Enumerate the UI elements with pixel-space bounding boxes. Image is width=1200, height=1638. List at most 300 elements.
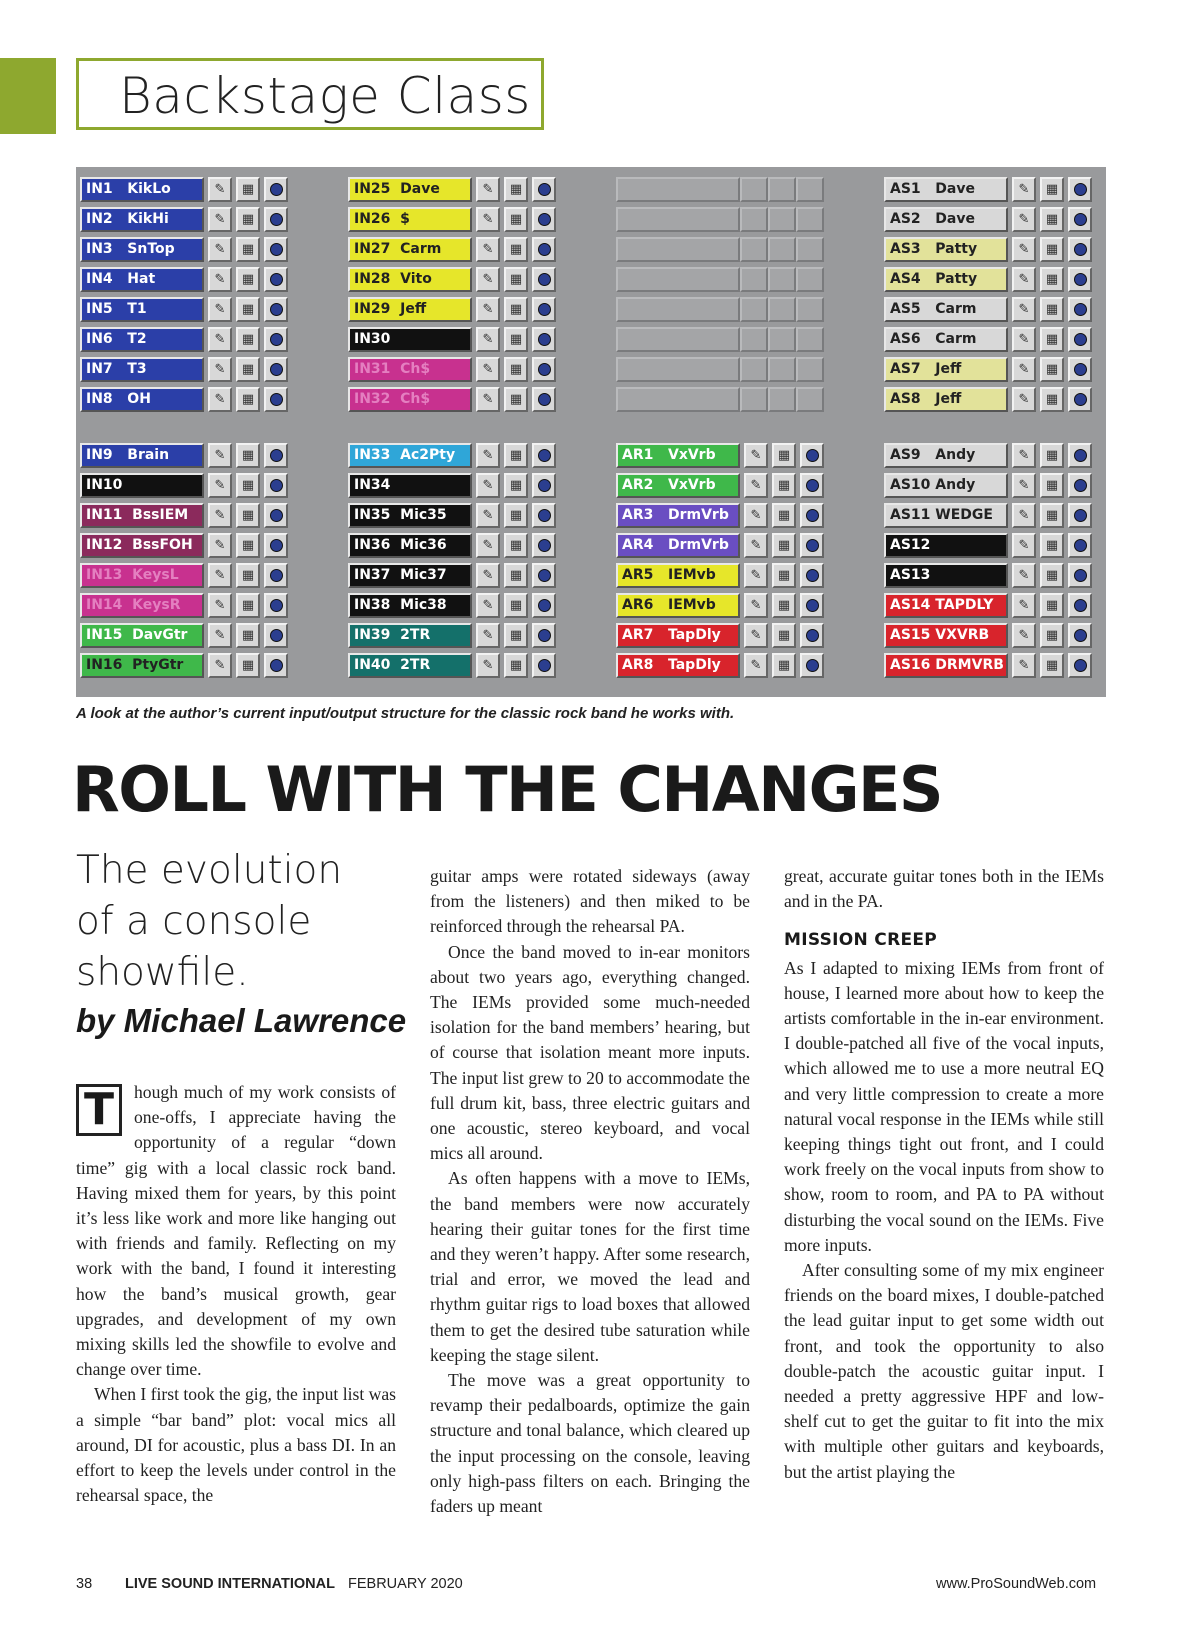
grid-icon[interactable]: ▦ [236, 653, 260, 678]
footer-issue-date: FEBRUARY 2020 [348, 1576, 463, 1592]
grid-icon[interactable]: ▦ [236, 533, 260, 558]
channel-name-button[interactable]: IN13 KeysL [80, 563, 204, 588]
pencil-icon[interactable]: ✎ [476, 357, 500, 382]
knob-icon[interactable] [1068, 207, 1092, 232]
channel-name-button[interactable]: IN26 $ [348, 207, 472, 232]
channel-name-button[interactable]: AR7 TapDly [616, 623, 740, 648]
channel-row [80, 623, 310, 650]
grid-icon[interactable]: ▦ [1040, 533, 1064, 558]
knob-dial [270, 539, 283, 552]
channel-name-button[interactable]: AS12 [884, 533, 1008, 558]
knob-dial [270, 213, 283, 226]
knob-dial [806, 599, 819, 612]
knob-dial [270, 659, 283, 672]
pencil-icon[interactable]: ✎ [208, 593, 232, 618]
knob-icon[interactable] [264, 503, 288, 528]
pencil-icon[interactable]: ✎ [476, 473, 500, 498]
pencil-icon[interactable]: ✎ [208, 473, 232, 498]
pencil-icon[interactable]: ✎ [1012, 563, 1036, 588]
pencil-icon[interactable]: ✎ [476, 503, 500, 528]
knob-dial [1074, 509, 1087, 522]
grid-icon[interactable]: ▦ [1040, 623, 1064, 648]
channel-name-button[interactable]: AS4 Patty [884, 267, 1008, 292]
pencil-icon[interactable]: ✎ [476, 563, 500, 588]
knob-icon[interactable] [532, 653, 556, 678]
knob-dial [806, 539, 819, 552]
pencil-icon[interactable]: ✎ [744, 563, 768, 588]
knob-dial [538, 273, 551, 286]
grid-icon[interactable]: ▦ [1040, 237, 1064, 262]
channel-name-button[interactable]: AS8 Jeff [884, 387, 1008, 412]
pencil-icon[interactable]: ✎ [476, 443, 500, 468]
knob-icon[interactable] [264, 533, 288, 558]
pencil-icon[interactable]: ✎ [1012, 653, 1036, 678]
pencil-icon[interactable]: ✎ [1012, 443, 1036, 468]
channel-row [616, 623, 846, 650]
knob-dial [538, 303, 551, 316]
grid-icon[interactable]: ▦ [504, 533, 528, 558]
pencil-icon[interactable]: ✎ [1012, 207, 1036, 232]
channel-name-button[interactable]: IN32 Ch$ [348, 387, 472, 412]
pencil-icon[interactable]: ✎ [208, 207, 232, 232]
channel-row [616, 503, 846, 530]
grid-icon[interactable]: ▦ [236, 267, 260, 292]
empty-channel-slot [616, 297, 740, 322]
grid-icon[interactable]: ▦ [1040, 267, 1064, 292]
pencil-icon[interactable]: ✎ [1012, 593, 1036, 618]
grid-icon[interactable]: ▦ [504, 357, 528, 382]
channel-name-button[interactable]: AR3 DrmVrb [616, 503, 740, 528]
grid-icon[interactable]: ▦ [1040, 503, 1064, 528]
knob-icon[interactable] [264, 623, 288, 648]
channel-name-button[interactable]: IN33 Ac2Pty [348, 443, 472, 468]
channel-name-button[interactable]: IN9 Brain [80, 443, 204, 468]
empty-channel-slot [768, 297, 796, 322]
knob-dial [806, 659, 819, 672]
pencil-icon[interactable]: ✎ [1012, 357, 1036, 382]
knob-icon[interactable] [532, 357, 556, 382]
drop-cap: T [76, 1084, 122, 1136]
knob-icon[interactable] [532, 177, 556, 202]
knob-dial [1074, 303, 1087, 316]
channel-row [80, 443, 310, 470]
pencil-icon[interactable]: ✎ [1012, 387, 1036, 412]
grid-icon[interactable]: ▦ [236, 387, 260, 412]
knob-icon[interactable] [532, 593, 556, 618]
channel-row [884, 443, 1114, 470]
knob-icon[interactable] [532, 563, 556, 588]
knob-dial [806, 629, 819, 642]
pencil-icon[interactable]: ✎ [208, 177, 232, 202]
channel-name-button[interactable]: IN39 2TR [348, 623, 472, 648]
channel-name-button[interactable]: IN7 T3 [80, 357, 204, 382]
channel-name-button[interactable]: IN27 Carm [348, 237, 472, 262]
knob-icon[interactable] [264, 387, 288, 412]
knob-dial [1074, 659, 1087, 672]
pencil-icon[interactable]: ✎ [476, 177, 500, 202]
channel-name-button[interactable]: AS1 Dave [884, 177, 1008, 202]
pencil-icon[interactable]: ✎ [1012, 327, 1036, 352]
knob-icon[interactable] [800, 443, 824, 468]
knob-icon[interactable] [800, 623, 824, 648]
grid-icon[interactable]: ▦ [1040, 473, 1064, 498]
knob-icon[interactable] [264, 563, 288, 588]
knob-dial [538, 539, 551, 552]
pencil-icon[interactable]: ✎ [476, 297, 500, 322]
knob-dial [270, 629, 283, 642]
empty-channel-slot [616, 207, 740, 232]
grid-icon[interactable]: ▦ [772, 503, 796, 528]
grid-icon[interactable]: ▦ [1040, 357, 1064, 382]
channel-name-button[interactable]: AS5 Carm [884, 297, 1008, 322]
knob-icon[interactable] [264, 653, 288, 678]
channel-row [348, 563, 578, 590]
grid-icon[interactable]: ▦ [504, 593, 528, 618]
channel-name-button[interactable]: AS11 WEDGE [884, 503, 1008, 528]
knob-dial [1074, 569, 1087, 582]
knob-icon[interactable] [532, 503, 556, 528]
pencil-icon[interactable]: ✎ [476, 623, 500, 648]
channel-name-button[interactable]: IN11 BssIEM [80, 503, 204, 528]
knob-icon[interactable] [264, 297, 288, 322]
knob-icon[interactable] [1068, 177, 1092, 202]
grid-icon[interactable]: ▦ [1040, 387, 1064, 412]
grid-icon[interactable]: ▦ [1040, 297, 1064, 322]
channel-block [616, 177, 846, 417]
channel-name-button[interactable]: IN38 Mic38 [348, 593, 472, 618]
pencil-icon[interactable]: ✎ [476, 653, 500, 678]
pencil-icon[interactable]: ✎ [1012, 297, 1036, 322]
grid-icon[interactable]: ▦ [504, 327, 528, 352]
pencil-icon[interactable]: ✎ [476, 533, 500, 558]
pencil-icon[interactable]: ✎ [208, 237, 232, 262]
pencil-icon[interactable]: ✎ [744, 623, 768, 648]
grid-icon[interactable]: ▦ [504, 653, 528, 678]
knob-icon[interactable] [1068, 533, 1092, 558]
knob-dial [270, 509, 283, 522]
knob-dial [1074, 183, 1087, 196]
footer-magazine-name: LIVE SOUND INTERNATIONAL [125, 1576, 335, 1592]
pencil-icon[interactable]: ✎ [1012, 623, 1036, 648]
grid-icon[interactable]: ▦ [1040, 563, 1064, 588]
grid-icon[interactable]: ▦ [236, 177, 260, 202]
channel-name-button[interactable]: AR6 IEMvb [616, 593, 740, 618]
channel-row [884, 563, 1114, 590]
channel-row [348, 533, 578, 560]
knob-icon[interactable] [264, 473, 288, 498]
grid-icon[interactable]: ▦ [1040, 177, 1064, 202]
knob-icon[interactable] [1068, 267, 1092, 292]
pencil-icon[interactable]: ✎ [476, 593, 500, 618]
grid-icon[interactable]: ▦ [772, 623, 796, 648]
section-accent-bar [0, 58, 56, 134]
grid-icon[interactable]: ▦ [504, 237, 528, 262]
grid-icon[interactable]: ▦ [504, 473, 528, 498]
channel-name-button[interactable]: IN16 PtyGtr [80, 653, 204, 678]
channel-name-button[interactable]: IN12 BssFOH [80, 533, 204, 558]
empty-channel-slot [740, 357, 768, 382]
grid-icon[interactable]: ▦ [772, 473, 796, 498]
knob-dial [806, 569, 819, 582]
grid-icon[interactable]: ▦ [236, 357, 260, 382]
knob-icon[interactable] [1068, 357, 1092, 382]
knob-icon[interactable] [532, 207, 556, 232]
channel-name-button[interactable]: AR2 VxVrb [616, 473, 740, 498]
channel-name-button[interactable]: AR5 IEMvb [616, 563, 740, 588]
knob-icon[interactable] [1068, 297, 1092, 322]
channel-name-button[interactable]: AS7 Jeff [884, 357, 1008, 382]
pencil-icon[interactable]: ✎ [744, 443, 768, 468]
pencil-icon[interactable]: ✎ [744, 533, 768, 558]
grid-icon[interactable]: ▦ [772, 653, 796, 678]
grid-icon[interactable]: ▦ [504, 503, 528, 528]
pencil-icon[interactable]: ✎ [1012, 267, 1036, 292]
grid-icon[interactable]: ▦ [504, 443, 528, 468]
knob-icon[interactable] [800, 593, 824, 618]
channel-block [616, 443, 846, 683]
channel-name-button[interactable]: AS10 Andy [884, 473, 1008, 498]
pencil-icon[interactable]: ✎ [208, 443, 232, 468]
pencil-icon[interactable]: ✎ [208, 503, 232, 528]
knob-dial [270, 393, 283, 406]
knob-icon[interactable] [800, 473, 824, 498]
knob-icon[interactable] [800, 653, 824, 678]
knob-icon[interactable] [800, 563, 824, 588]
knob-dial [270, 303, 283, 316]
channel-row [80, 357, 310, 384]
channel-name-button[interactable]: IN4 Hat [80, 267, 204, 292]
knob-dial [538, 333, 551, 346]
pencil-icon[interactable]: ✎ [208, 623, 232, 648]
knob-icon[interactable] [1068, 653, 1092, 678]
channel-row [884, 653, 1114, 680]
channel-name-button[interactable]: IN40 2TR [348, 653, 472, 678]
pencil-icon[interactable]: ✎ [208, 387, 232, 412]
knob-icon[interactable] [264, 593, 288, 618]
channel-row [616, 593, 846, 620]
channel-name-button[interactable]: AR4 DrmVrb [616, 533, 740, 558]
knob-dial [1074, 243, 1087, 256]
grid-icon[interactable]: ▦ [772, 443, 796, 468]
channel-row [616, 533, 846, 560]
channel-row [616, 653, 846, 680]
channel-name-button[interactable]: IN3 SnTop [80, 237, 204, 262]
knob-dial [806, 509, 819, 522]
pencil-icon[interactable]: ✎ [208, 327, 232, 352]
grid-icon[interactable]: ▦ [772, 563, 796, 588]
grid-icon[interactable]: ▦ [236, 297, 260, 322]
pencil-icon[interactable]: ✎ [1012, 237, 1036, 262]
knob-icon[interactable] [264, 267, 288, 292]
pencil-icon[interactable]: ✎ [476, 237, 500, 262]
article-column-2 [430, 864, 750, 1519]
channel-row [80, 653, 310, 680]
section-subhead: MISSION CREEP [784, 930, 938, 951]
knob-icon[interactable] [1068, 387, 1092, 412]
channel-name-button[interactable]: AR1 VxVrb [616, 443, 740, 468]
channel-name-button[interactable]: IN10 [80, 473, 204, 498]
channel-name-button[interactable]: AS16 DRMVRB [884, 653, 1008, 678]
pencil-icon[interactable]: ✎ [476, 327, 500, 352]
knob-icon[interactable] [532, 327, 556, 352]
channel-name-button[interactable]: IN34 [348, 473, 472, 498]
channel-name-button[interactable]: IN15 DavGtr [80, 623, 204, 648]
channel-row [80, 207, 310, 234]
channel-name-button[interactable]: IN6 T2 [80, 327, 204, 352]
grid-icon[interactable]: ▦ [504, 177, 528, 202]
channel-name-button[interactable]: IN31 Ch$ [348, 357, 472, 382]
knob-icon[interactable] [1068, 623, 1092, 648]
channel-name-button[interactable]: AS15 VXVRB [884, 623, 1008, 648]
knob-icon[interactable] [264, 207, 288, 232]
channel-row [348, 177, 578, 204]
knob-icon[interactable] [800, 533, 824, 558]
channel-name-button[interactable]: AR8 TapDly [616, 653, 740, 678]
channel-name-button[interactable]: AS3 Patty [884, 237, 1008, 262]
knob-dial [1074, 213, 1087, 226]
knob-icon[interactable] [532, 473, 556, 498]
channel-block [884, 443, 1114, 683]
channel-name-button[interactable]: IN1 KikLo [80, 177, 204, 202]
grid-icon[interactable]: ▦ [1040, 327, 1064, 352]
channel-name-button[interactable]: IN37 Mic37 [348, 563, 472, 588]
grid-icon[interactable]: ▦ [1040, 593, 1064, 618]
pencil-icon[interactable]: ✎ [476, 207, 500, 232]
empty-channel-slot [768, 177, 796, 202]
grid-icon[interactable]: ▦ [504, 297, 528, 322]
channel-name-button[interactable]: IN8 OH [80, 387, 204, 412]
pencil-icon[interactable]: ✎ [1012, 177, 1036, 202]
knob-icon[interactable] [264, 237, 288, 262]
grid-icon[interactable]: ▦ [236, 473, 260, 498]
pencil-icon[interactable]: ✎ [208, 653, 232, 678]
channel-name-button[interactable]: AS14 TAPDLY [884, 593, 1008, 618]
pencil-icon[interactable]: ✎ [744, 473, 768, 498]
knob-icon[interactable] [1068, 237, 1092, 262]
channel-name-button[interactable]: IN36 Mic36 [348, 533, 472, 558]
grid-icon[interactable]: ▦ [1040, 653, 1064, 678]
knob-icon[interactable] [1068, 473, 1092, 498]
channel-name-button[interactable]: IN5 T1 [80, 297, 204, 322]
pencil-icon[interactable]: ✎ [208, 563, 232, 588]
empty-channel-slot [740, 297, 768, 322]
channel-name-button[interactable]: AS13 [884, 563, 1008, 588]
channel-name-button[interactable]: IN2 KikHi [80, 207, 204, 232]
grid-icon[interactable]: ▦ [504, 207, 528, 232]
pencil-icon[interactable]: ✎ [208, 297, 232, 322]
grid-icon[interactable]: ▦ [772, 533, 796, 558]
knob-icon[interactable] [532, 237, 556, 262]
knob-icon[interactable] [264, 443, 288, 468]
empty-channel-slot [616, 177, 740, 202]
empty-channel-slot [616, 267, 740, 292]
pencil-icon[interactable]: ✎ [744, 653, 768, 678]
knob-dial [270, 183, 283, 196]
knob-dial [538, 213, 551, 226]
knob-dial [1074, 629, 1087, 642]
empty-channel-slot [740, 267, 768, 292]
knob-icon[interactable] [264, 357, 288, 382]
empty-channel-slot [768, 237, 796, 262]
grid-icon[interactable]: ▦ [772, 593, 796, 618]
knob-icon[interactable] [1068, 563, 1092, 588]
empty-channel-slot [796, 327, 824, 352]
grid-icon[interactable]: ▦ [1040, 207, 1064, 232]
pencil-icon[interactable]: ✎ [476, 387, 500, 412]
knob-icon[interactable] [532, 387, 556, 412]
channel-name-button[interactable]: AS2 Dave [884, 207, 1008, 232]
knob-icon[interactable] [1068, 503, 1092, 528]
pencil-icon[interactable]: ✎ [744, 593, 768, 618]
grid-icon[interactable]: ▦ [504, 563, 528, 588]
channel-name-button[interactable]: IN14 KeysR [80, 593, 204, 618]
empty-channel-slot [616, 237, 740, 262]
knob-icon[interactable] [800, 503, 824, 528]
knob-icon[interactable] [532, 443, 556, 468]
knob-dial [1074, 273, 1087, 286]
knob-icon[interactable] [264, 177, 288, 202]
channel-name-button[interactable]: IN28 Vito [348, 267, 472, 292]
grid-icon[interactable]: ▦ [1040, 443, 1064, 468]
channel-row [884, 623, 1114, 650]
knob-icon[interactable] [264, 327, 288, 352]
pencil-icon[interactable]: ✎ [1012, 503, 1036, 528]
pencil-icon[interactable]: ✎ [208, 267, 232, 292]
knob-icon[interactable] [532, 297, 556, 322]
pencil-icon[interactable]: ✎ [208, 533, 232, 558]
grid-icon[interactable]: ▦ [236, 207, 260, 232]
empty-channel-slot [796, 267, 824, 292]
knob-icon[interactable] [532, 533, 556, 558]
pencil-icon[interactable]: ✎ [1012, 473, 1036, 498]
article-column-1 [76, 1080, 396, 1508]
grid-icon[interactable]: ▦ [236, 623, 260, 648]
channel-name-button[interactable]: AS9 Andy [884, 443, 1008, 468]
pencil-icon[interactable]: ✎ [1012, 533, 1036, 558]
channel-name-button[interactable]: IN29 Jeff [348, 297, 472, 322]
channel-row [80, 387, 310, 414]
channel-name-button[interactable]: IN30 [348, 327, 472, 352]
grid-icon[interactable]: ▦ [236, 327, 260, 352]
knob-icon[interactable] [1068, 443, 1092, 468]
grid-icon[interactable]: ▦ [236, 503, 260, 528]
channel-row [348, 327, 578, 354]
knob-dial [1074, 363, 1087, 376]
knob-icon[interactable] [532, 267, 556, 292]
channel-name-button[interactable]: IN25 Dave [348, 177, 472, 202]
knob-dial [1074, 599, 1087, 612]
grid-icon[interactable]: ▦ [504, 267, 528, 292]
knob-icon[interactable] [1068, 327, 1092, 352]
knob-icon[interactable] [1068, 593, 1092, 618]
empty-channel-slot [796, 357, 824, 382]
grid-icon[interactable]: ▦ [236, 593, 260, 618]
pencil-icon[interactable]: ✎ [208, 357, 232, 382]
grid-icon[interactable]: ▦ [236, 237, 260, 262]
channel-name-button[interactable]: IN35 Mic35 [348, 503, 472, 528]
pencil-icon[interactable]: ✎ [476, 267, 500, 292]
grid-icon[interactable]: ▦ [504, 387, 528, 412]
channel-row [884, 297, 1114, 324]
channel-name-button[interactable]: AS6 Carm [884, 327, 1008, 352]
pencil-icon[interactable]: ✎ [744, 503, 768, 528]
grid-icon[interactable]: ▦ [236, 563, 260, 588]
grid-icon[interactable]: ▦ [236, 443, 260, 468]
channel-row [348, 623, 578, 650]
paragraph: The move was a great opportunity to revamp their pedalboards, optimize the gain structure and tonal balance, which cleared up the input processing on the console, leaving only high-pass filters on each. Bringing the faders up meant [430, 1370, 750, 1517]
grid-icon[interactable]: ▦ [504, 623, 528, 648]
knob-icon[interactable] [532, 623, 556, 648]
